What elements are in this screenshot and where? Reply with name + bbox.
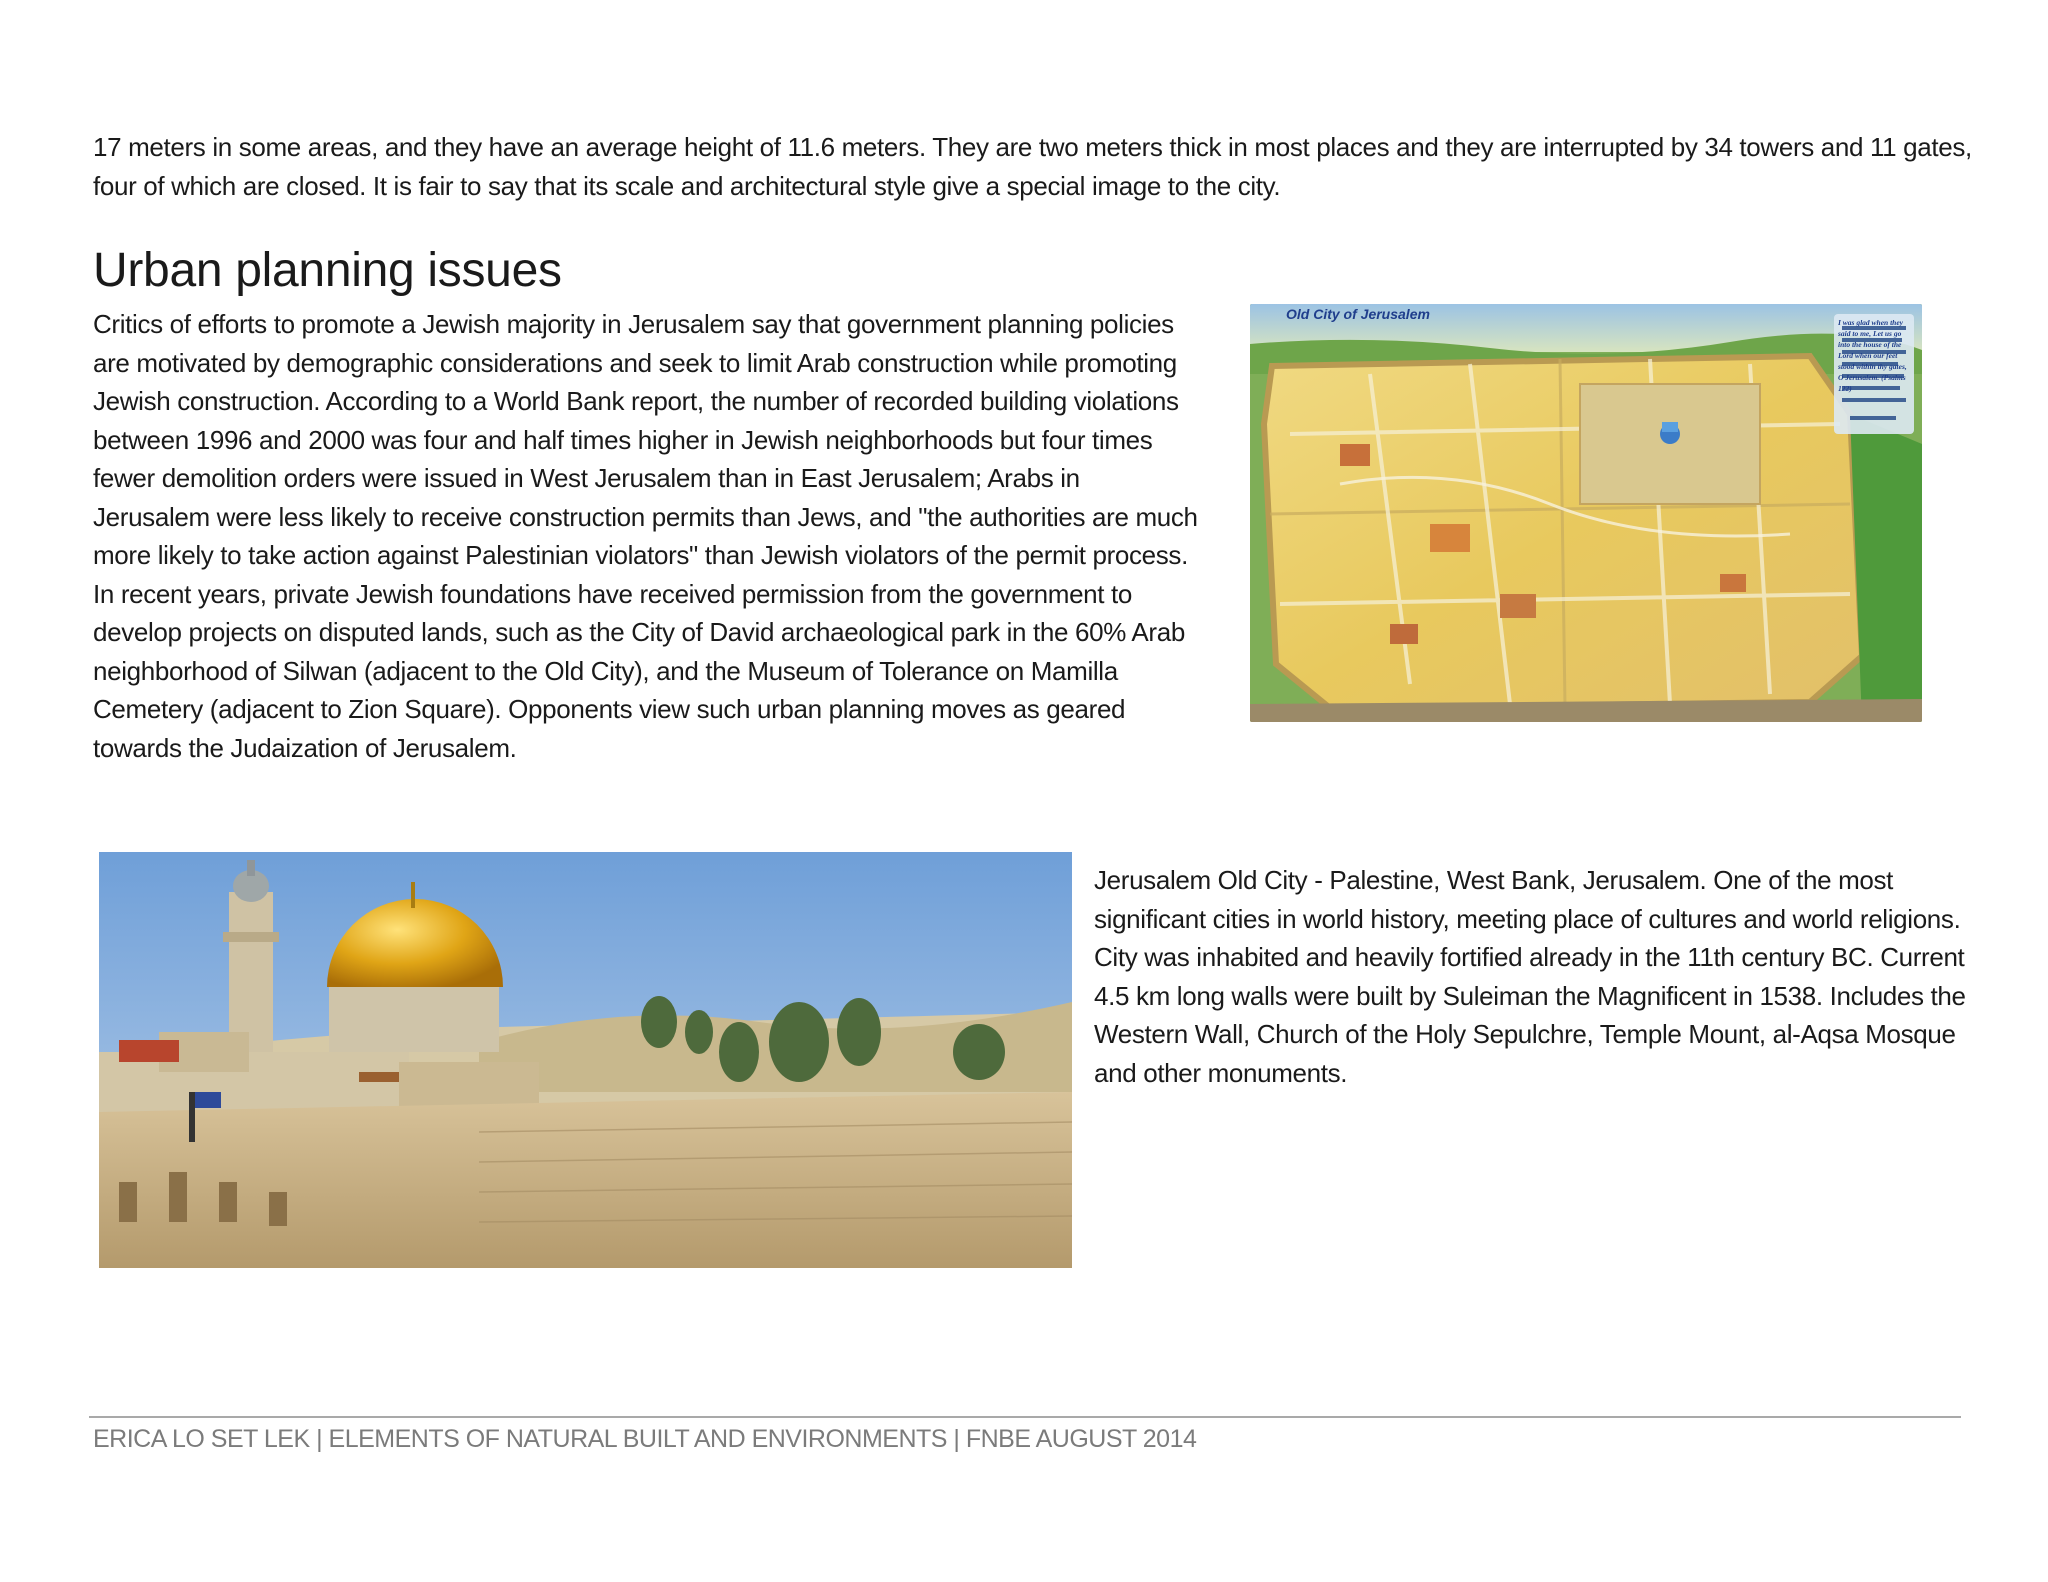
map-title: Old City of Jerusalem	[1286, 306, 1430, 322]
old-city-map-image	[1250, 304, 1922, 722]
section-heading: Urban planning issues	[93, 244, 562, 297]
footer-text: ERICA LO SET LEK | ELEMENTS OF NATURAL BUILT AND ENVIRONMENTS | FNBE AUGUST 2014	[93, 1425, 1197, 1453]
old-city-photo	[99, 852, 1072, 1268]
urban-planning-paragraph: Critics of efforts to promote a Jewish majority in Jerusalem say that government planning policies are motivated by demographic considerations and seek to limit Arab construction while promoting Jewish construction. According to a World Bank report, the number of recorded building violations between 1996 and 2000 was four and half times higher in Jewish neighborhoods but four times fewer demolition orders were issued in West Jerusalem than in East Jerusalem; Arabs in Jerusalem were less likely to receive construction permits than Jews, and "the authorities are much more likely to take action against Palestinian violators" than Jewish violators of the permit process. In recent years, private Jewish foundations have received permission from the government to develop projects on disputed lands, such as the City of David archaeological park in the 60% Arab neighborhood of Silwan (adjacent to the Old City), and the Museum of Tolerance on Mamilla Cemetery (adjacent to Zion Square). Opponents view such urban planning moves as geared towards the Judaization of Jerusalem.	[93, 309, 1198, 763]
intro-paragraph: 17 meters in some areas, and they have an average height of 11.6 meters. They are two meters thick in most places and they are interrupted by 34 towers and 11 gates, four of which are closed. It is fair to say that its scale and architectural style give a special image to the city.	[93, 132, 1972, 201]
photo-caption: Jerusalem Old City - Palestine, West Bank, Jerusalem. One of the most significant cities in world history, meeting place of cultures and world religions. City was inhabited and heavily fortified already in the 11th century BC. Current 4.5 km long walls were built by Suleiman the Magnificent in 1538. Includes the Western Wall, Church of the Holy Sepulchre, Temple Mount, al-Aqsa Mosque and other monuments.	[1094, 865, 1966, 1088]
footer-divider	[89, 1416, 1961, 1418]
map-quote: I was glad when they said to me, Let us go into the house of the Lord when our feet stood within thy gates, O Jerusalem. (Psalms 122)	[1838, 318, 1907, 393]
